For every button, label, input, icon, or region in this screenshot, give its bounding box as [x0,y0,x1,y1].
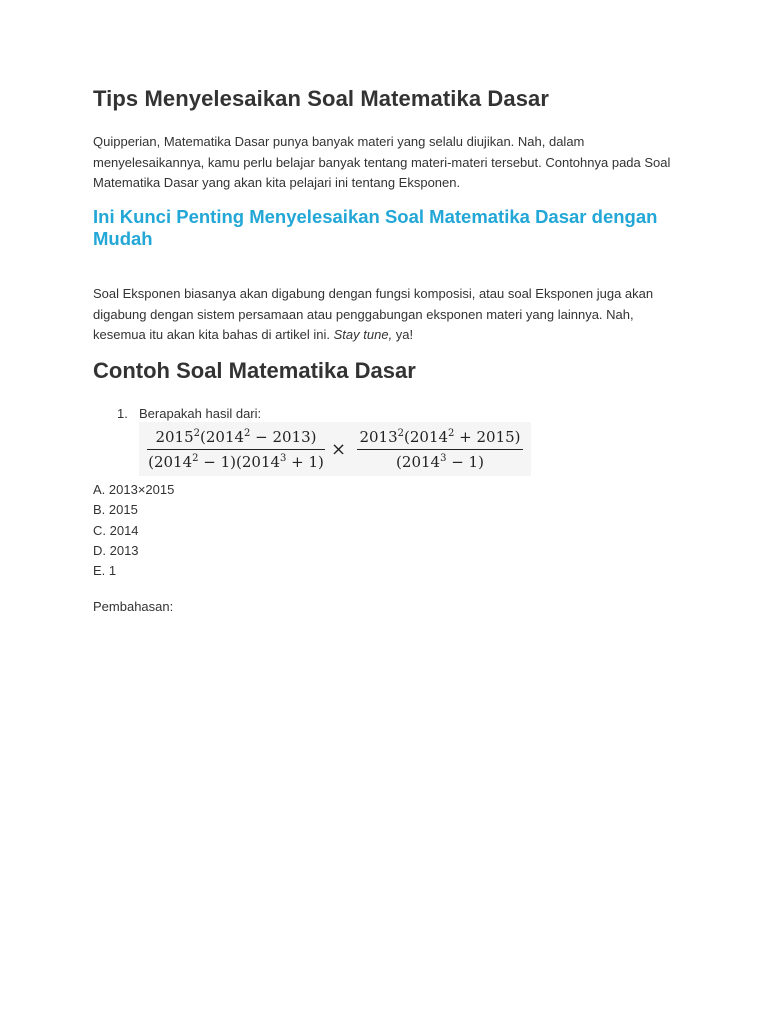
f2-den-a: (2014 [396,453,441,471]
f1-num-c: − 2013) [250,428,317,446]
f1-num-a-exp: 2 [193,428,200,439]
times-operator: × [331,439,347,460]
f1-den-a-exp: 2 [192,453,199,464]
answer-options [93,480,174,581]
option-a: A. 2013×2015 [93,482,175,497]
fraction-left-denominator [147,451,325,473]
paragraph-eksponen-emphasis: Stay tune, [333,327,393,342]
option-e: E. 1 [93,563,117,579]
question-number: 1. [117,406,128,421]
fraction-right-numerator [357,426,523,448]
f2-num-c: + 2015) [454,428,521,446]
fraction-right-bar [357,449,523,450]
fraction-right [357,426,523,473]
paragraph-eksponen-text: Soal Eksponen biasanya akan digabung dengan fungsi komposisi, atau soal Eksponen juga akan digabung dengan sistem persamaan atau penggabungan eksponen materi yang lainnya. Nah, kesemua itu akan kita bahas di artikel ini. [93,286,654,342]
pembahasan-label: Pembahasan: [93,599,174,614]
f1-den-a: (2014 [148,453,193,471]
f1-den-b: − 1)(2014 [198,453,281,471]
f2-num-b: (2014 [404,428,449,446]
fraction-left-bar [147,449,325,450]
question-prompt: Berapakah hasil dari: [139,406,262,421]
intro-paragraph: Quipperian, Matematika Dasar punya banyak materi yang selalu diujikan. Nah, dalam menyelesaikannya, kamu perlu belajar banyak tentang materi-materi tersebut. Contohnya pada Soal Matematika Dasar yang akan kita pelajari ini tentang Eksponen. [93,134,671,190]
f2-den-b: − 1) [446,453,484,471]
option-d: D. 2013 [93,542,139,558]
paragraph-eksponen-end: ya! [392,327,414,342]
fraction-left-numerator [147,426,325,448]
paragraph-eksponen [93,284,683,346]
fraction-left [147,426,325,473]
f1-num-b: (2014 [200,428,245,446]
f1-den-b-exp: 3 [280,453,287,464]
subheading: Ini Kunci Penting Menyelesaikan Soal Matematika Dasar dengan Mudah [93,206,658,249]
section-title: Contoh Soal Matematika Dasar [93,358,416,383]
f2-num-b-exp: 2 [448,428,455,439]
f2-den-a-exp: 3 [440,453,447,464]
option-c: C. 2014 [93,522,139,538]
article-title: Tips Menyelesaikan Soal Matematika Dasar [93,86,550,111]
f1-num-a: 2015 [155,428,194,446]
f2-num-a: 2013 [359,428,398,446]
f2-num-a-exp: 2 [397,428,404,439]
option-b: B. 2015 [93,502,138,518]
f1-num-b-exp: 2 [244,428,251,439]
question-item [117,404,261,424]
fraction-right-denominator [357,451,523,473]
f1-den-c: + 1) [286,453,324,471]
formula-image [139,422,531,476]
